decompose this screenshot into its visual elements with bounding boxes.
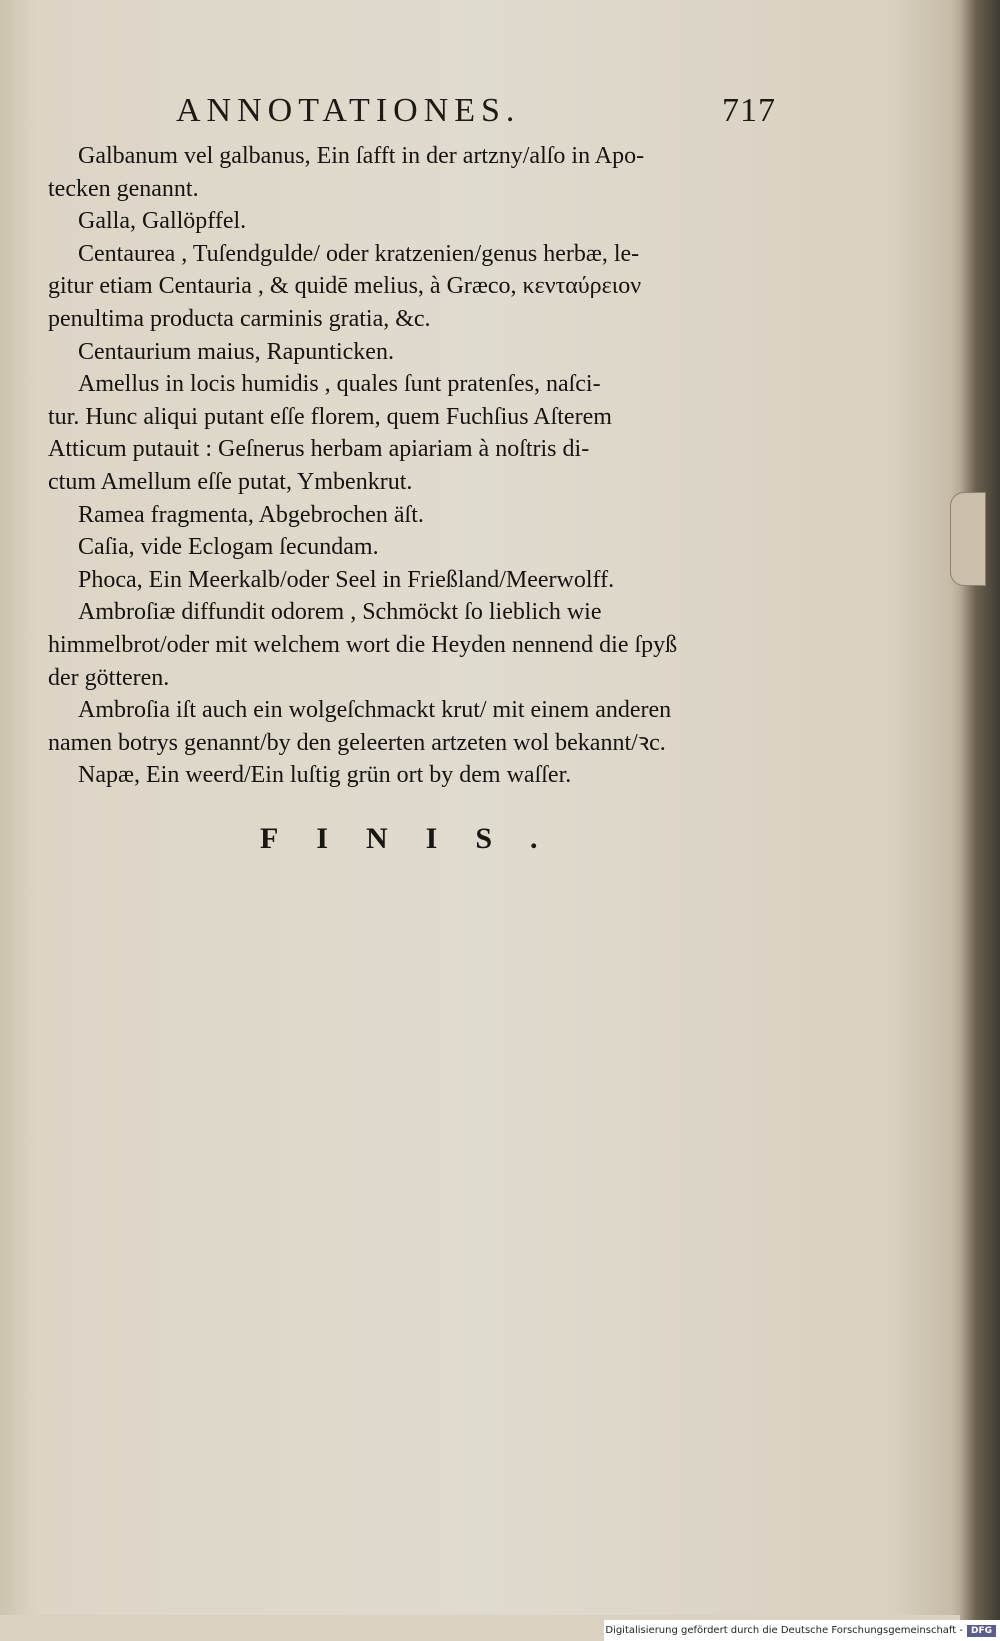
finis-heading: FINIS. <box>260 822 576 855</box>
text-line: namen botrys genannt/by den geleerten artzeten wol bekannt/ꝛc. <box>48 729 666 756</box>
text-line: Ramea fragmenta, Abgebrochen äſt. <box>78 501 424 528</box>
text-line: Centaurea , Tuſendgulde/ oder kratzenien/genus herbæ, le- <box>78 240 640 267</box>
footer-credit: Digitalisierung gefördert durch die Deutsche Forschungsgemeinschaft - <box>605 1625 963 1636</box>
text-line: ctum Amellum eſſe putat, Ymbenkrut. <box>48 468 413 495</box>
text-line: gitur etiam Centauria , & quidē melius, à Græco, κενταύρειον <box>48 273 642 300</box>
text-line: tur. Hunc aliqui putant eſſe florem, quem Fuchſius Aſterem <box>48 403 612 430</box>
text-line: Centaurium maius, Rapunticken. <box>78 338 394 365</box>
text-line: Ambroſia iſt auch ein wolgeſchmackt krut/ mit einem anderen <box>78 697 672 724</box>
text-line: Galla, Gallöpffel. <box>78 208 247 235</box>
text-line: himmelbrot/oder mit welchem wort die Heyden nennend die ſpyß <box>48 631 678 658</box>
binding-shadow <box>960 0 1000 1641</box>
text-line: tecken genannt. <box>48 175 199 202</box>
bookmark-tab <box>950 492 986 586</box>
dfg-logo: DFG <box>967 1625 996 1637</box>
text-line: der götteren. <box>48 664 170 691</box>
text-line: Amellus in locis humidis , quales ſunt pratenſes, naſci- <box>78 371 601 398</box>
running-title: ANNOTATIONES. <box>176 92 521 129</box>
text-line: Napæ, Ein weerd/Ein luſtig grün ort by dem waſſer. <box>78 762 572 789</box>
text-line: Atticum putauit : Geſnerus herbam apiariam à noſtris di- <box>48 436 590 463</box>
digitization-footer <box>604 1620 1000 1641</box>
page-number: 717 <box>722 92 776 129</box>
text-line: Galbanum vel galbanus, Ein ſafft in der artzny/alſo in Apo- <box>78 143 645 169</box>
text-line: Ambroſiæ diffundit odorem , Schmöckt ſo lieblich wie <box>78 599 602 626</box>
text-line: Caſia, vide Eclogam ſecundam. <box>78 534 379 561</box>
text-line: Phoca, Ein Meerkalb/oder Seel in Frießland/Meerwolff. <box>78 566 615 593</box>
text-line: penultima producta carminis gratia, &c. <box>48 305 431 332</box>
running-head <box>176 92 776 130</box>
annotation-text <box>48 140 778 792</box>
